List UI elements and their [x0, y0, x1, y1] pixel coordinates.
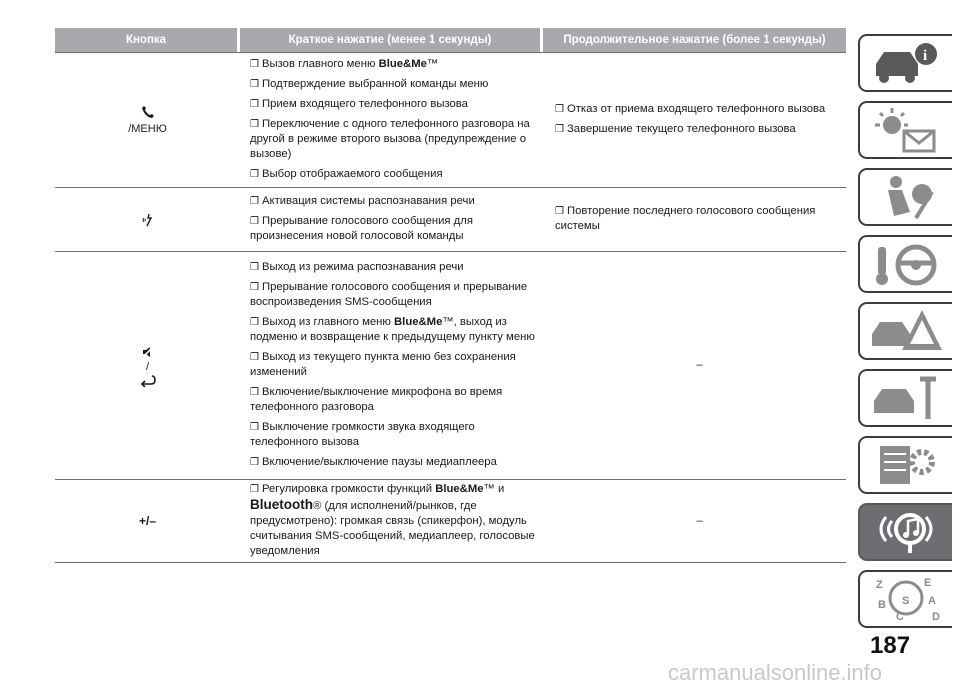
- header-long-press: Продолжительное нажатие (более 1 секунды): [543, 28, 846, 52]
- list-item: ❐ Включение/выключение паузы медиаплеера: [250, 456, 497, 468]
- dash-value: –: [696, 359, 703, 371]
- svg-text:Z: Z: [876, 579, 883, 591]
- key-separator: /: [145, 360, 150, 373]
- list-item: ❐ Завершение текущего телефонного вызова: [555, 123, 796, 135]
- list-item: ❐ Активация системы распознавания речи: [250, 195, 475, 207]
- svg-text:i: i: [923, 48, 928, 64]
- long-press-cell: [543, 480, 846, 562]
- watermark: carmanualsonline.info: [668, 660, 883, 685]
- key-label: +/–: [138, 514, 156, 528]
- list-item: ❐ Выход из главного меню Blue&Me™, выход из подменю и возвращение к предыдущему пункту меню: [250, 316, 535, 343]
- list-item: ❐ Повторение последнего голосового сообщения системы: [555, 205, 816, 232]
- list-item: ❐ Выключение громкости звука входящего телефонного вызова: [250, 421, 475, 448]
- car-info-icon: [866, 38, 946, 88]
- table-row: [55, 52, 846, 187]
- voice-recognition-icon: [141, 213, 155, 227]
- list-item: ❐ Регулировка громкости функций Blue&Me™ и Bluetooth® (для исполнений/рынков, где предусмотрено): громкая связь (спикерфон), модуль считывания SMS-сообщений, медиаплеер, голосовые уведомления: [250, 483, 535, 557]
- tab-dashboard-info[interactable]: [858, 34, 952, 92]
- key-label: /МЕНЮ: [128, 123, 167, 135]
- long-press-cell: [543, 252, 846, 479]
- svg-text:C: C: [896, 611, 904, 623]
- page-number: 187: [870, 632, 911, 659]
- tab-starting-driving[interactable]: [858, 235, 952, 293]
- list-item: ❐ Прерывание голосового сообщения для произнесения новой голосовой команды: [250, 215, 473, 242]
- tab-safety[interactable]: [858, 168, 952, 226]
- short-press-cell: [240, 188, 543, 251]
- list-item: ❐ Прием входящего телефонного вызова: [250, 98, 468, 110]
- table-header: [55, 28, 846, 52]
- back-arrow-icon: [140, 375, 156, 387]
- table-row: [55, 479, 846, 563]
- short-press-cell: [240, 252, 543, 479]
- list-item: ❐ Переключение с одного телефонного разговора на другой в режиме второго вызова (предупреждение о вызове): [250, 118, 530, 160]
- tab-emergency[interactable]: [858, 302, 952, 360]
- table-row: [55, 187, 846, 251]
- tab-technical-data[interactable]: [858, 436, 952, 494]
- mute-icon: [141, 345, 155, 359]
- list-item: ❐ Прерывание голосового сообщения и прерывание воспроизведения SMS-сообщения: [250, 281, 528, 308]
- steering-wheel-key-icon: [866, 239, 946, 289]
- list-item: ❐ Подтверждение выбранной команды меню: [250, 78, 489, 90]
- multimedia-icon: [866, 507, 946, 557]
- header-button: Кнопка: [55, 28, 240, 52]
- chapter-tabs: [858, 34, 952, 637]
- tab-warning-lights[interactable]: [858, 101, 952, 159]
- car-warning-triangle-icon: [866, 306, 946, 356]
- airbag-seat-icon: [866, 172, 946, 222]
- list-item: ❐ Выбор отображаемого сообщения: [250, 168, 443, 180]
- alphabet-index-icon: [866, 574, 946, 624]
- svg-text:D: D: [932, 611, 940, 623]
- tab-maintenance[interactable]: [858, 369, 952, 427]
- key-cell: [55, 480, 240, 562]
- specs-list-gear-icon: [866, 440, 946, 490]
- tab-multimedia[interactable]: [858, 503, 952, 561]
- svg-text:E: E: [924, 577, 932, 589]
- key-cell: [55, 252, 240, 479]
- key-cell: [55, 188, 240, 251]
- dash-value: –: [696, 514, 703, 527]
- car-tools-icon: [866, 373, 946, 423]
- key-cell: [55, 53, 240, 187]
- short-press-cell: [240, 480, 543, 562]
- phone-icon: [141, 105, 155, 119]
- list-item: ❐ Выход из режима распознавания речи: [250, 261, 464, 273]
- warning-lights-icon: [866, 105, 946, 155]
- tab-index[interactable]: [858, 570, 952, 628]
- long-press-cell: [543, 188, 846, 251]
- svg-text:A: A: [928, 595, 936, 607]
- table-row: [55, 251, 846, 479]
- list-item: ❐ Выход из текущего пункта меню без сохранения изменений: [250, 351, 516, 378]
- short-press-cell: [240, 53, 543, 187]
- svg-text:S: S: [902, 595, 910, 607]
- controls-table: [55, 28, 846, 563]
- header-short-press: Краткое нажатие (менее 1 секунды): [240, 28, 543, 52]
- svg-text:B: B: [878, 599, 886, 611]
- list-item: ❐ Вызов главного меню Blue&Me™: [250, 58, 439, 70]
- list-item: ❐ Отказ от приема входящего телефонного вызова: [555, 103, 826, 115]
- long-press-cell: [543, 53, 846, 187]
- list-item: ❐ Включение/выключение микрофона во время телефонного разговора: [250, 386, 503, 413]
